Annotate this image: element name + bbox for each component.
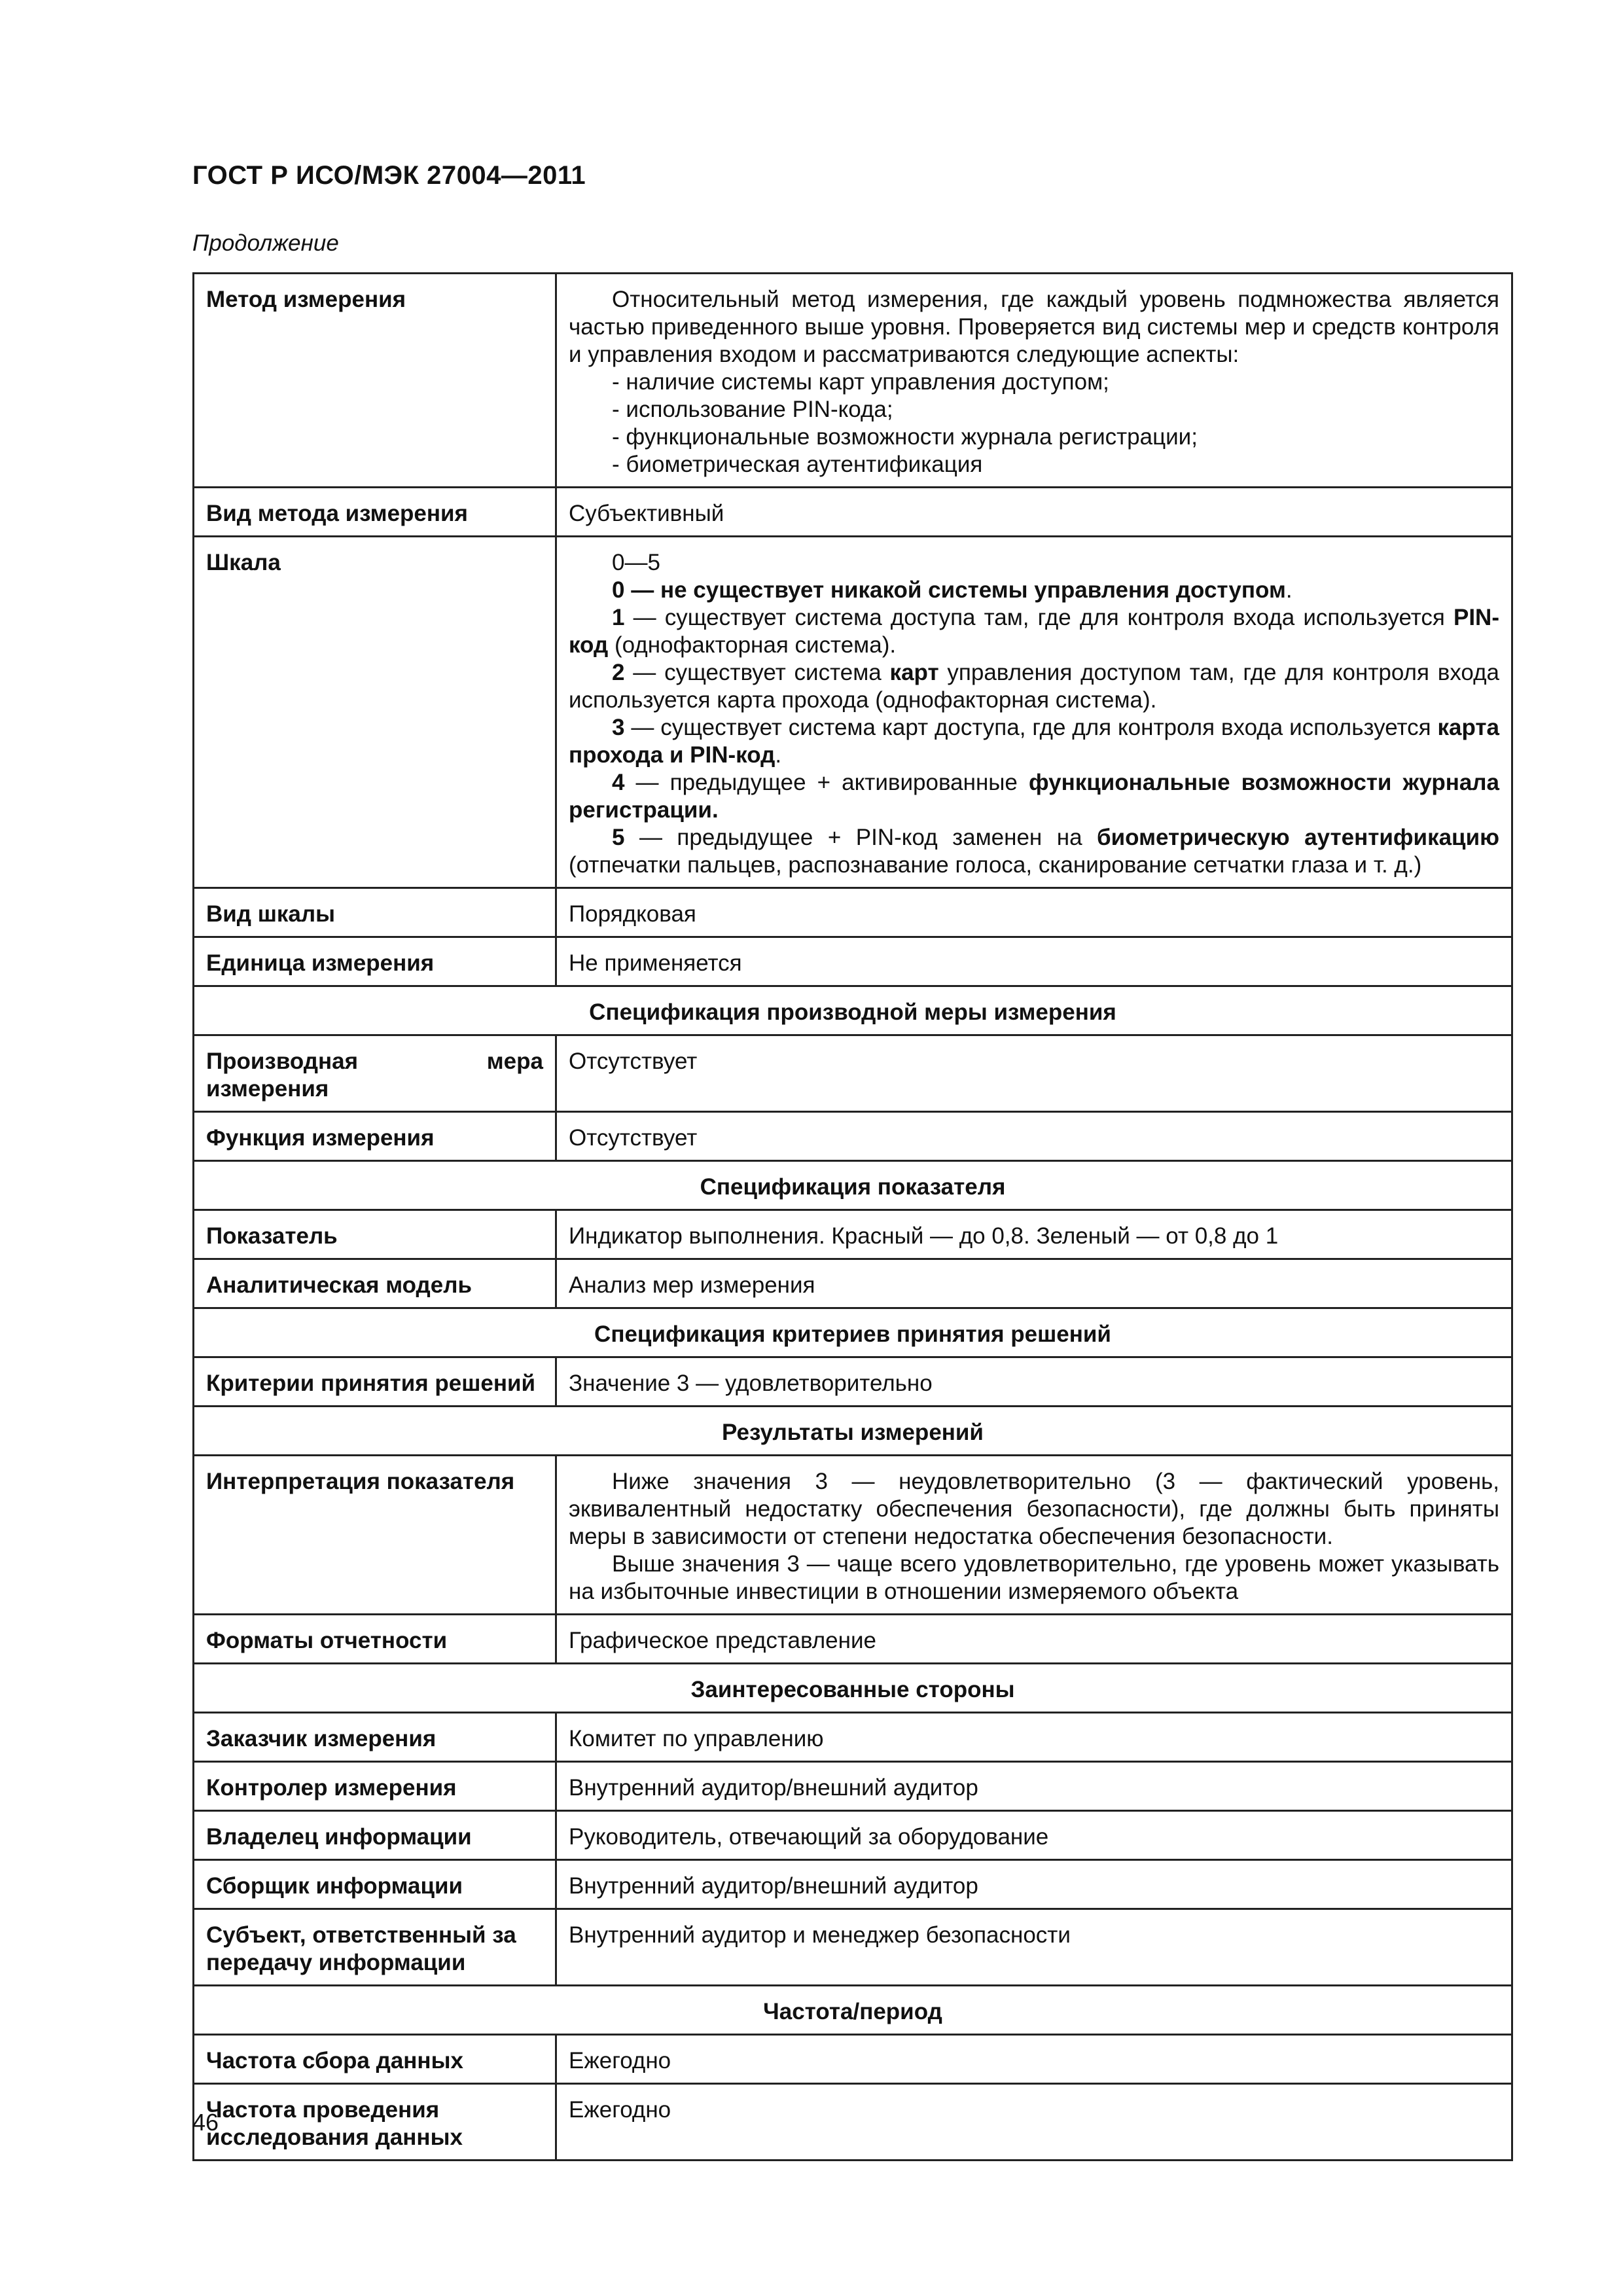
- scale-level-1-end: (однофакторная система).: [614, 632, 897, 658]
- section-row: [194, 1664, 1512, 1713]
- method-type-label: Вид метода измерения: [194, 488, 556, 537]
- scale-level-0-number: 0 —: [612, 577, 654, 603]
- table-row: [194, 1762, 1512, 1811]
- scale-level-0-bold: не существует никакой системы управления доступом: [660, 577, 1286, 603]
- criteria-value: Значение 3 — удовлетворительно: [556, 1357, 1512, 1407]
- table-row: [194, 1210, 1512, 1259]
- table-row: [194, 1259, 1512, 1308]
- table-row: [194, 2035, 1512, 2084]
- scale-level-3-bold: карта прохода и PIN-код: [569, 715, 1499, 768]
- table-row: [194, 1035, 1512, 1112]
- section-row: [194, 1308, 1512, 1357]
- page-number: 46: [192, 2109, 219, 2136]
- interpretation-paragraph-2: Выше значения 3 — чаще всего удовлетворительно, где уровень может указывать на избыточные инвестиции в отношении измеряемого объекта: [569, 1551, 1499, 1604]
- scale-level-1-bold: PIN-код: [569, 605, 1499, 658]
- method-value: [556, 274, 1512, 488]
- section-heading-criteria: Спецификация критериев принятия решений: [194, 1308, 1512, 1357]
- list-item: - использование PIN-кода;: [569, 396, 1499, 423]
- collector-value: Внутренний аудитор/внешний аудитор: [556, 1860, 1512, 1909]
- method-label: Метод измерения: [194, 274, 556, 488]
- table-row: [194, 2084, 1512, 2161]
- client-value: Комитет по управлению: [556, 1713, 1512, 1762]
- scale-level-2-end: управления доступом там, где для контроля входа используется карта прохода (однофакторная система).: [569, 660, 1500, 713]
- scale-level-2-number: 2: [612, 660, 625, 685]
- reporting-label: Форматы отчетности: [194, 1615, 556, 1664]
- scale-level-1-text: — существует система доступа там, где для контроля входа используется: [633, 605, 1445, 630]
- scale-level-0: [569, 577, 1499, 604]
- section-row: [194, 1407, 1512, 1456]
- section-row: [194, 1161, 1512, 1210]
- section-heading-derived: Спецификация производной меры измерения: [194, 986, 1512, 1035]
- list-item: - биометрическая аутентификация: [569, 451, 1499, 478]
- scale-level-0-end: .: [1285, 577, 1293, 603]
- table-row: [194, 1456, 1512, 1615]
- analysis-frequency-label: Частота проведения исследования данных: [194, 2084, 556, 2161]
- scale-level-2-text: — существует система: [633, 660, 882, 685]
- table-row: [194, 1860, 1512, 1909]
- table-row: [194, 937, 1512, 986]
- function-value: Отсутствует: [556, 1112, 1512, 1161]
- section-heading-results: Результаты измерений: [194, 1407, 1512, 1456]
- scale-level-3-end: .: [775, 742, 782, 768]
- model-value: Анализ мер измерения: [556, 1259, 1512, 1308]
- communicator-value: Внутренний аудитор и менеджер безопасности: [556, 1909, 1512, 1986]
- continuation-label: Продолжение: [192, 230, 339, 256]
- scale-range: 0—5: [612, 550, 660, 575]
- table-row: [194, 1615, 1512, 1664]
- collector-label: Сборщик информации: [194, 1860, 556, 1909]
- table-row: [194, 888, 1512, 937]
- table-row: [194, 1713, 1512, 1762]
- scale-level-2-bold: карт: [889, 660, 939, 685]
- document-standard-title: ГОСТ Р ИСО/МЭК 27004—2011: [192, 161, 586, 190]
- scale-type-label: Вид шкалы: [194, 888, 556, 937]
- interpretation-label: Интерпретация показателя: [194, 1456, 556, 1615]
- owner-label: Владелец информации: [194, 1811, 556, 1860]
- reviewer-label: Контролер измерения: [194, 1762, 556, 1811]
- scale-label: Шкала: [194, 537, 556, 888]
- section-row: [194, 1986, 1512, 2035]
- section-row: [194, 986, 1512, 1035]
- indicator-value: Индикатор выполнения. Красный — до 0,8. Зеленый — от 0,8 до 1: [556, 1210, 1512, 1259]
- table-row: [194, 537, 1512, 888]
- scale-level-5-end: (отпечатки пальцев, распознавание голоса, сканирование сетчатки глаза и т. д.): [569, 852, 1422, 878]
- scale-level-3: [569, 714, 1499, 769]
- derived-measure-label: Производная мера измерения: [194, 1035, 556, 1112]
- scale-value: [556, 537, 1512, 888]
- reviewer-value: Внутренний аудитор/внешний аудитор: [556, 1762, 1512, 1811]
- table-row: [194, 488, 1512, 537]
- scale-level-4-text: — предыдущее + активированные: [635, 770, 1018, 795]
- scale-level-1: [569, 604, 1499, 659]
- table-row: [194, 274, 1512, 488]
- table-row: [194, 1357, 1512, 1407]
- analysis-frequency-value: Ежегодно: [556, 2084, 1512, 2161]
- section-heading-stakeholders: Заинтересованные стороны: [194, 1664, 1512, 1713]
- section-heading-indicator: Спецификация показателя: [194, 1161, 1512, 1210]
- collection-frequency-value: Ежегодно: [556, 2035, 1512, 2084]
- scale-level-3-text: — существует система карт доступа, где для контроля входа используется: [631, 715, 1431, 740]
- scale-level-5-number: 5: [612, 825, 625, 850]
- scale-level-4-bold: функциональные возможности журнала регистрации.: [569, 770, 1500, 823]
- interpretation-value: [556, 1456, 1512, 1615]
- unit-label: Единица измерения: [194, 937, 556, 986]
- scale-level-5-text: — предыдущее + PIN-код заменен на: [639, 825, 1082, 850]
- method-description: Относительный метод измерения, где каждый уровень подмножества является частью приведенного выше уровня. Проверяется вид системы мер и средств контроля и управления входом и рассматриваются следующие аспекты:: [569, 287, 1499, 367]
- reporting-value: Графическое представление: [556, 1615, 1512, 1664]
- communicator-label: Субъект, ответственный за передачу информации: [194, 1909, 556, 1986]
- measurement-spec-table: [192, 272, 1513, 2161]
- scale-level-4-number: 4: [612, 770, 625, 795]
- unit-value: Не применяется: [556, 937, 1512, 986]
- scale-type-value: Порядковая: [556, 888, 1512, 937]
- owner-value: Руководитель, отвечающий за оборудование: [556, 1811, 1512, 1860]
- table-row: [194, 1112, 1512, 1161]
- criteria-label: Критерии принятия решений: [194, 1357, 556, 1407]
- scale-level-2: [569, 659, 1499, 714]
- interpretation-paragraph-1: Ниже значения 3 — неудовлетворительно (3 — фактический уровень, эквивалентный недостатку обеспечения безопасности), где должны быть приняты меры в зависимости от степени недостатка обеспечения безопасности.: [569, 1469, 1499, 1549]
- function-label: Функция измерения: [194, 1112, 556, 1161]
- derived-measure-value: Отсутствует: [556, 1035, 1512, 1112]
- model-label: Аналитическая модель: [194, 1259, 556, 1308]
- scale-level-5-bold: биометрическую аутентификацию: [1097, 825, 1499, 850]
- list-item: - функциональные возможности журнала регистрации;: [569, 423, 1499, 451]
- scale-level-1-number: 1: [612, 605, 625, 630]
- indicator-label: Показатель: [194, 1210, 556, 1259]
- scale-level-3-number: 3: [612, 715, 625, 740]
- scale-level-5: [569, 824, 1499, 879]
- client-label: Заказчик измерения: [194, 1713, 556, 1762]
- scale-level-4: [569, 769, 1499, 824]
- collection-frequency-label: Частота сбора данных: [194, 2035, 556, 2084]
- method-type-value: Субъективный: [556, 488, 1512, 537]
- section-heading-frequency: Частота/период: [194, 1986, 1512, 2035]
- table-row: [194, 1811, 1512, 1860]
- table-row: [194, 1909, 1512, 1986]
- list-item: - наличие системы карт управления доступом;: [569, 368, 1499, 396]
